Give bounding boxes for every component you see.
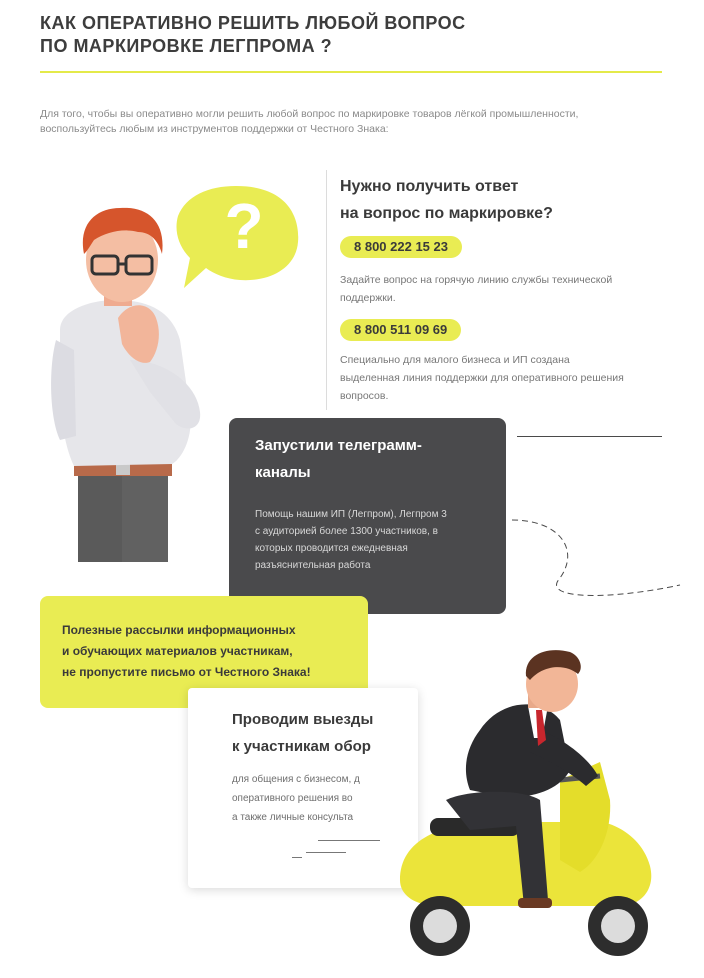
visits-text-line-3: а также личные консульта — [232, 812, 354, 823]
question-mark-icon: ? — [224, 190, 264, 262]
telegram-text-line-1: Помощь нашим ИП (Легпром), Легпром 3 — [255, 509, 447, 520]
visits-title-line-2: к участникам обор — [232, 738, 371, 755]
phone-number-hotline[interactable]: 8 800 222 15 23 — [340, 236, 462, 258]
telegram-text-line-4: разъяснительная работа — [255, 560, 371, 571]
intro-line-2: воспользуйтесь любым из инструментов поддержки от Честного Знака: — [40, 123, 389, 135]
visits-text-line-1: для общения с бизнесом, д — [232, 774, 360, 785]
visits-title-line-1: Проводим выезды — [232, 711, 374, 728]
phone-2-description-line-1: Специально для малого бизнеса и ИП создана — [340, 354, 570, 366]
phone-1-description-line-1: Задайте вопрос на горячую линию службы технической — [340, 274, 613, 286]
page-title-line-2: ПО МАРКИРОВКЕ ЛЕГПРОМА ? — [40, 36, 333, 56]
page-title-line-1: КАК ОПЕРАТИВНО РЕШИТЬ ЛЮБОЙ ВОПРОС — [40, 13, 466, 33]
phone-number-small-business[interactable]: 8 800 511 09 69 — [340, 319, 461, 341]
intro-line-1: Для того, чтобы вы оперативно могли решить любой вопрос по маркировке товаров лёгкой промышленности, — [40, 108, 579, 120]
phone-1-description-line-2: поддержки. — [340, 292, 396, 304]
mailing-line-3: не пропустите письмо от Честного Знака! — [62, 665, 311, 679]
telegram-text-line-2: с аудиторией более 1300 участников, в — [255, 526, 438, 537]
mailing-line-1: Полезные рассылки информационных — [62, 623, 296, 637]
telegram-text-line-3: которых проводится ежедневная — [255, 543, 408, 554]
hotline-heading-line-2: на вопрос по маркировке? — [340, 205, 553, 222]
telegram-title-line-2: каналы — [255, 464, 311, 481]
hotline-heading-line-1: Нужно получить ответ — [340, 178, 519, 195]
telegram-title-line-1: Запустили телеграмм- — [255, 437, 422, 454]
phone-2-description-line-3: вопросов. — [340, 390, 389, 402]
mailing-line-2: и обучающих материалов участникам, — [62, 644, 293, 658]
visits-text-line-2: оперативного решения во — [232, 793, 353, 804]
phone-2-description-line-2: выделенная линия поддержки для оперативного решения — [340, 372, 624, 384]
